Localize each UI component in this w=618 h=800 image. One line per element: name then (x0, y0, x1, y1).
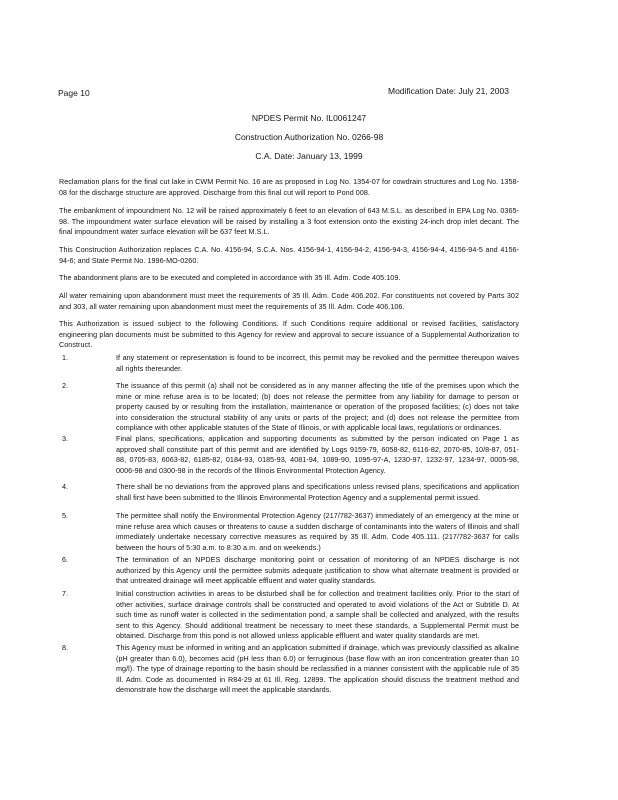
page-number: Page 10 (58, 88, 90, 98)
condition-text: There shall be no deviations from the approved plans and specifications unless revised plans, specifications and application shall first have been submitted to the Illinois Environmental Protection Agency and a supplemental permit issued. (116, 482, 519, 502)
condition-number: 6. (62, 555, 68, 564)
condition-number: 7. (62, 589, 68, 598)
permit-number-title: NPDES Permit No. IL0061247 (251, 113, 367, 123)
condition-number: 4. (62, 482, 68, 491)
construction-authorization-title: Construction Authorization No. 0266-98 (234, 132, 384, 142)
paragraph-replaces: This Construction Authorization replaces C.A. No. 4156-94, S.C.A. Nos. 4156-94-1, 4156-94-2, 4156-94-3, 4156-94-4, 4156-94-5 and 4156-94-6; and State Permit No. 1996-MO-0260. (59, 245, 519, 265)
condition-number: 5. (62, 511, 68, 520)
condition-text: Initial construction activities in areas to be disturbed shall be for collection and treatment facilities only. Prior to the start of other activities, surface drainage controls shall be constructed and operated to avoid violations of the Act or Subtitle D. At such time as runoff water is collected in the sedimentation pond, a sample shall be collected and analyzed, with the results sent to this Agency. Should additional treatment be necessary to meet these standards, a Supplemental Permit must be obtained. Discharge from this pond is not allowed unless applicable effluent and water quality standards are met. (116, 589, 519, 640)
paragraph-abandonment: The abandonment plans are to be executed and completed in accordance with 35 Ill. Adm. Code 405.109. (59, 273, 401, 282)
paragraph-embankment: The embankment of impoundment No. 12 will be raised approximately 6 feet to an elevation of 643 M.S.L. as described in EPA Log No. 0365-98. The impoundment water surface elevation will be raised by installing a 3 foot extension onto the existing 24-inch drop inlet decant. The final impoundment water surface elevation will be 637 feet M.S.L. (59, 206, 519, 236)
modification-date: Modification Date: July 21, 2003 (388, 86, 509, 96)
paragraph-reclamation: Reclamation plans for the final cut lake in CWM Permit No. 16 are as proposed in Log No. 1354-07 for cowdrain structures and Log No. 1358-08 for the discharge structure are approved. Discharge from this final cut will report to Pond 008. (59, 177, 519, 197)
ca-date-title: C.A. Date: January 13, 1999 (255, 151, 363, 161)
condition-number: 2. (62, 381, 68, 390)
paragraph-conditions-intro: This Authorization is issued subject to the following Conditions. If such Conditions require additional or revised facilities, satisfactory engineering plan documents must be submitted to this Agency for review and approval to secure issuance of a Supplemental Authorization to Construct. (59, 319, 519, 349)
condition-number: 1. (62, 353, 68, 362)
paragraph-water-remaining: All water remaining upon abandonment must meet the requirements of 35 Ill. Adm. Code 406.202. For constituents not covered by Parts 302 and 303, all water remaining upon abandonment must meet the requirements of 35 Ill. Adm. Code 406.106. (59, 291, 519, 311)
condition-number: 8. (62, 643, 68, 652)
condition-text: The permittee shall notify the Environmental Protection Agency (217/782-3637) immediately of an emergency at the mine or mine refuse area which causes or threatens to cause a sudden discharge of contaminants into the waters of Illinois and shall immediately undertake necessary corrective measures as required by 35 Ill. Adm. Code 405.111. (217/782-3637 for calls between the hours of 5:30 a.m. to 8:30 a.m. and on weekends.) (116, 511, 519, 552)
condition-number: 3. (62, 434, 68, 443)
condition-text: Final plans, specifications, application and supporting documents as submitted by the person indicated on Page 1 as approved shall constitute part of this permit and are identified by Logs 9159-79, 6058-82, 6116-82, 2070-85, 10/8-87, 051-88, 0705-83, 6063-82, 6185-82, 0184-93, 0185-93, 4081-94, 1089-90, 1095-97-A, 1230-97, 1232-97, 1234-97, 0005-98, 0006-98 and 0300-98 in the records of the Illinois Environmental Protection Agency. (116, 434, 519, 475)
condition-text: The issuance of this permit (a) shall not be considered as in any manner affecting the title of the premises upon which the mine or mine refuse area is to be located; (b) does not release the permittee from any liability for damage to person or property caused by or resulting from the installation, maintenance or operation of the proposed facilities; (c) does not take into consideration the structural stability of any units or parts of the project; and (d) does not release the permittee from compliance with other applicable statutes of the State of Illinois, or with applicable local laws, regulations or ordinances. (116, 381, 519, 432)
condition-text: This Agency must be informed in writing and an application submitted if drainage, which was previously classified as alkaline (pH greater than 6.0), becomes acid (pH less than 6.0) or ferruginous (base flow with an iron concentration greater than 10 mg/l). The type of drainage reporting to the basin should be reclassified in a manner consistent with the applicable rule of 35 Ill. Adm. Code as documented in R84-29 at 61 Ill. Reg. 12899. The application should discuss the treatment method and demonstrate how the discharge will meet the applicable standards. (116, 643, 519, 694)
condition-text: If any statement or representation is found to be incorrect, this permit may be revoked and the permittee thereupon waives all rights thereunder. (116, 353, 519, 373)
condition-text: The termination of an NPDES discharge monitoring point or cessation of monitoring of an NPDES discharge is not authorized by this Agency until the permittee submits adequate justification to show what alternate treatment is provided or that untreated drainage will meet applicable effluent and water quality standards. (116, 555, 519, 585)
